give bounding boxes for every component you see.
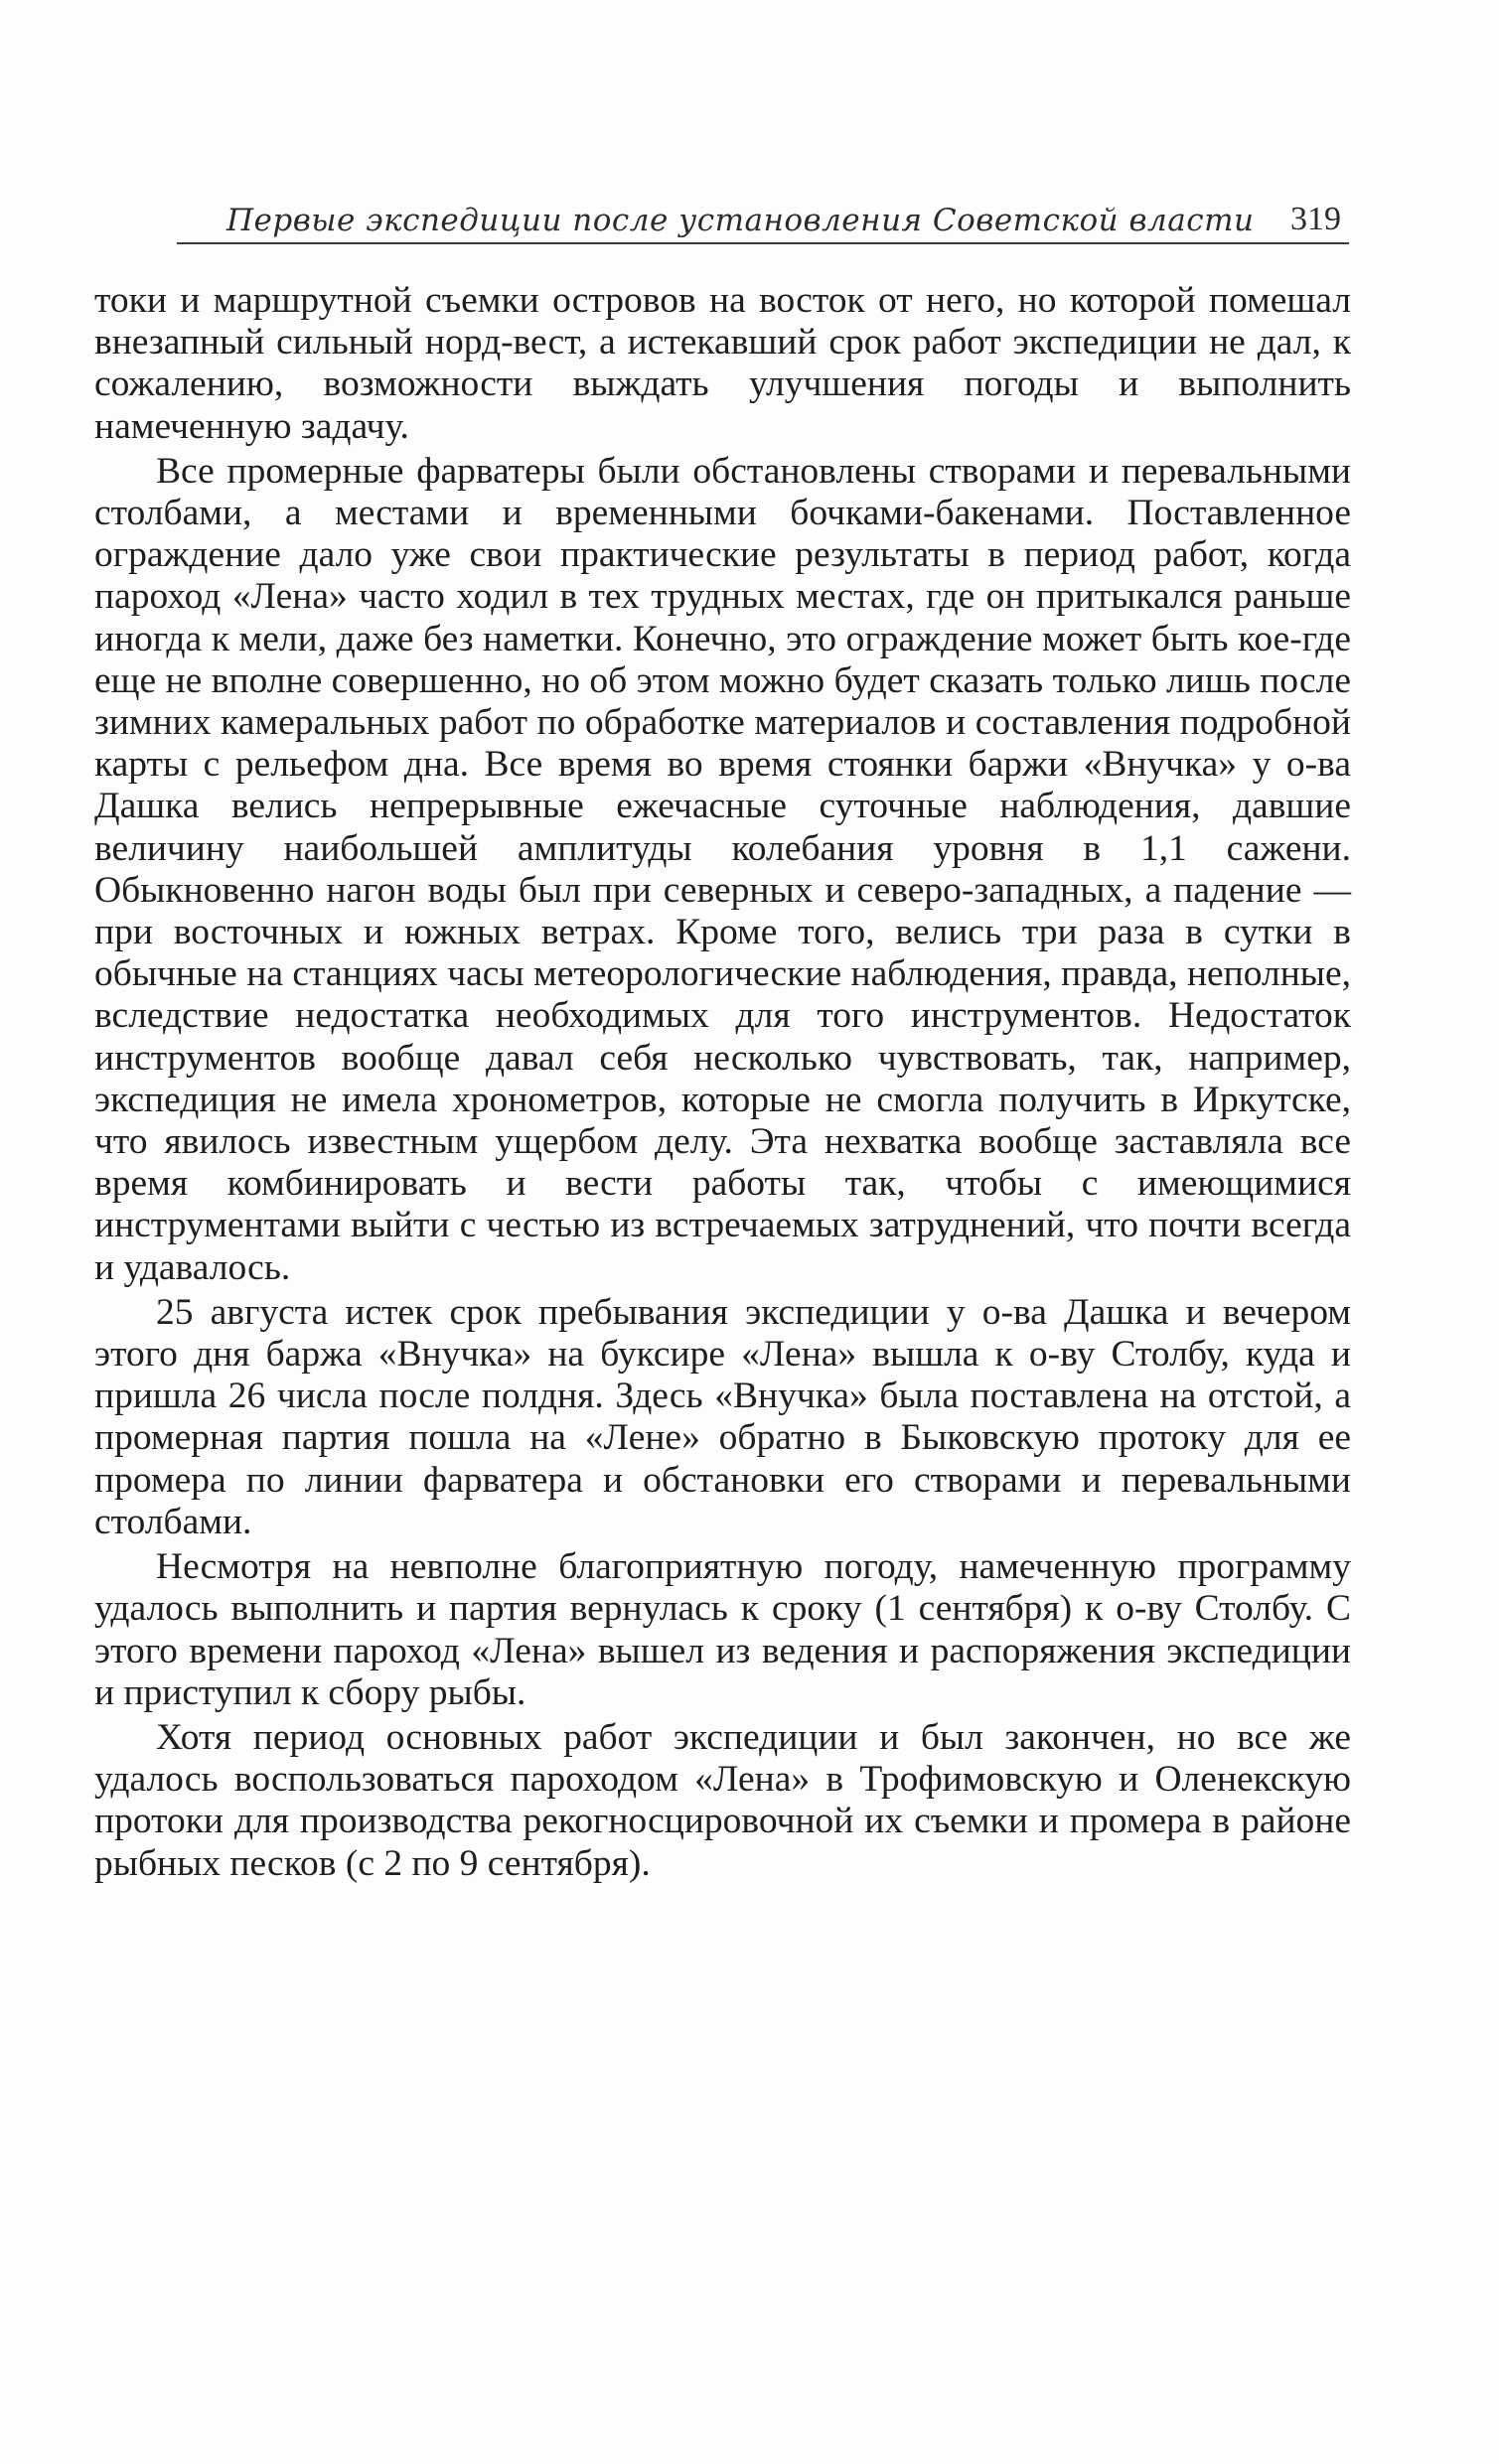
page-number: 319 — [1290, 201, 1341, 237]
paragraph-fairways: Все промерные фарватеры были обстановлены створами и перевальными столбами, а местами и временными бочками-бакенами. Поставленное ограждение дало уже свои практические результаты в период работ, когда пароход «Лена» часто ходил в тех трудных местах, где он притыкался раньше иногда к мели, даже без наметки. Конечно, это ограждение может быть кое-где еще не вполне совершенно, но об этом можно будет сказать только лишь после зимних камеральных работ по обработке материалов и составления подробной карты с рельефом дна. Все время во время стоянки баржи «Внучка» у о-ва Дашка велись непрерывные ежечасные суточные наблюдения, давшие величину наибольшей амплитуды колебания уровня в 1,1 сажени. Обыкновенно нагон воды был при северных и северо-западных, а падение — при восточных и южных ветрах. Кроме того, велись три раза в сутки в обычные на станциях часы метеорологические наблюдения, правда, неполные, вследствие недостатка необходимых для того инструментов. Недостаток инструментов вообще давал себя несколько чувствовать, так, например, экспедиция не имела хронометров, которые не смогла получить в Иркутске, что явилось известным ущербом делу. Эта нехватка вообще заставляла все время комбинировать и вести работы так, чтобы с имеющимися инструментами выйти с честью из встречаемых затруднений, что почти всегда и удавалось. — [94, 450, 1351, 1288]
paragraph-survey: Хотя период основных работ экспедиции и был закончен, но все же удалось воспользоваться пароходом «Лена» в Трофимовскую и Оленекскую протоки для производства рекогносцировочной их съемки и промера в районе рыбных песков (с 2 по 9 сентября). — [94, 1716, 1351, 1884]
paragraph-continuation: токи и маршрутной съемки островов на восток от него, но которой помешал внезапный сильный норд-вест, а истекавший срок работ экспедиции не дал, к сожалению, возможности выждать улучшения погоды и выполнить намеченную задачу. — [94, 280, 1351, 447]
paragraph-august-25: 25 августа истек срок пребывания экспедиции у о-ва Дашка и вечером этого дня баржа «Внучка» на буксире «Лена» вышла к о-ву Столбу, куда и пришла 26 числа после полдня. Здесь «Внучка» была поставлена на отстой, а промерная партия пошла на «Лене» обратно в Быковскую протоку для ее промера по линии фарватера и обстановки его створами и перевальными столбами. — [94, 1291, 1351, 1542]
running-head — [177, 189, 1349, 244]
running-head-title: Первые экспедиции после установления Советской власти — [226, 203, 1255, 238]
body-text — [94, 280, 1351, 1885]
paragraph-weather: Несмотря на невполне благоприятную погоду, намеченную программу удалось выполнить и партия вернулась к сроку (1 сентября) к о-ву Столбу. С этого времени пароход «Лена» вышел из ведения и распоряжения экспедиции и приступил к сбору рыбы. — [94, 1546, 1351, 1713]
